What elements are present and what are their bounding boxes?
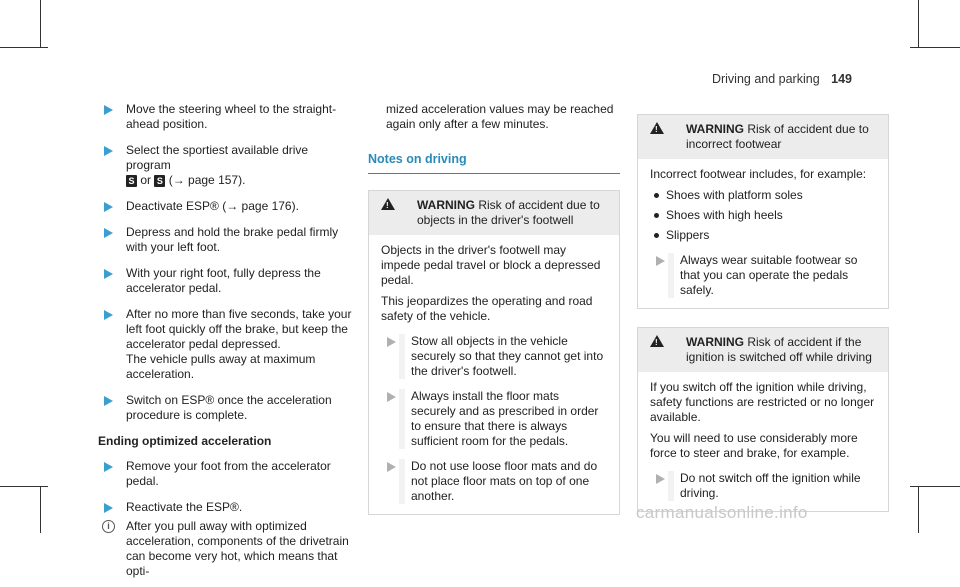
step-item xyxy=(98,500,353,515)
step-text: Deactivate ESP® (→ page 176). xyxy=(126,199,299,213)
list-item: Slippers xyxy=(650,228,876,243)
warning-paragraph: You will need to use considerably more force to steer and brake, for example. xyxy=(650,431,858,460)
step-item xyxy=(98,225,353,255)
step-item xyxy=(98,266,353,296)
warning-body xyxy=(638,159,888,308)
warning-label: WARNING xyxy=(686,335,744,349)
column-1 xyxy=(98,102,353,587)
step-result: The vehicle pulls away at maximum acceleration. xyxy=(126,352,316,381)
crop-mark xyxy=(0,47,48,48)
sport-button-icon: S xyxy=(154,175,165,187)
watermark: carmanualsonline.info xyxy=(636,503,808,522)
list-item: Shoes with platform soles xyxy=(650,188,876,203)
step-text: Depress and hold the brake pedal firmly with your left foot. xyxy=(126,225,339,254)
arrow-icon xyxy=(104,105,113,115)
step-item xyxy=(98,393,353,423)
arrow-icon xyxy=(104,503,113,513)
warning-body xyxy=(638,372,888,511)
crop-mark xyxy=(40,486,41,533)
arrow-icon xyxy=(387,392,396,402)
column-3 xyxy=(637,114,889,512)
subheading: Ending optimized acceleration xyxy=(98,434,272,448)
warning-box xyxy=(637,114,889,309)
warning-header: ! WARNING Risk of accident if the ignition is switched off while driving xyxy=(638,328,888,372)
warning-step xyxy=(650,253,876,298)
arrow-icon xyxy=(104,462,113,472)
crop-mark xyxy=(918,0,919,48)
warning-title: Risk of accident if the ignition is switched off while driving xyxy=(686,335,872,364)
warning-paragraph: Incorrect footwear includes, for example: xyxy=(650,167,867,181)
step-item xyxy=(98,199,353,214)
step-text: Do not use loose floor mats and do not place floor mats on top of one another. xyxy=(411,459,598,503)
warning-step xyxy=(381,334,607,379)
arrow-icon xyxy=(104,310,113,320)
page-number: 149 xyxy=(831,72,852,86)
arrow-icon xyxy=(656,474,665,484)
info-note xyxy=(98,519,353,579)
continuation-text: mized acceleration values may be reached again only after a few minutes. xyxy=(386,102,614,131)
arrow-icon xyxy=(387,337,396,347)
step-text: Always install the floor mats securely and as prescribed in order to ensure that there is always sufficient room for the pedals. xyxy=(411,389,599,448)
warning-paragraph: This jeopardizes the operating and road safety of the vehicle. xyxy=(381,294,593,323)
warning-box xyxy=(368,190,620,515)
or-text: or xyxy=(140,173,152,187)
info-icon: i xyxy=(102,520,115,533)
step-item xyxy=(98,143,353,188)
step-item xyxy=(98,307,353,382)
step-text: Reactivate the ESP®. xyxy=(126,500,243,514)
arrow-icon xyxy=(104,146,113,156)
arrow-icon xyxy=(656,256,665,266)
warning-title: Risk of accident due to incorrect footwear xyxy=(686,122,869,151)
arrow-icon xyxy=(104,202,113,212)
page-ref: (→ page 157). xyxy=(168,173,246,187)
section-title: Notes on driving xyxy=(368,152,620,174)
warning-paragraph: If you switch off the ignition while driving, safety functions are restricted or no longer available. xyxy=(650,380,875,424)
arrow-icon xyxy=(104,269,113,279)
step-text: Switch on ESP® once the acceleration procedure is complete. xyxy=(126,393,332,422)
page-header xyxy=(712,72,852,87)
step-text: Always wear suitable footwear so that you can operate the pedals safely. xyxy=(680,253,858,297)
warning-label: WARNING xyxy=(686,122,744,136)
arrow-icon xyxy=(387,462,396,472)
crop-mark xyxy=(0,486,48,487)
step-text: With your right foot, fully depress the accelerator pedal. xyxy=(126,266,321,295)
warning-step xyxy=(650,471,876,501)
warning-label: WARNING xyxy=(417,198,475,212)
step-text: Do not switch off the ignition while driving. xyxy=(680,471,861,500)
arrow-icon xyxy=(104,396,113,406)
warning-paragraph: Objects in the driver's footwell may impede pedal travel or block a depressed pedal. xyxy=(381,243,601,287)
warning-box xyxy=(637,327,889,512)
warning-header: ! WARNING Risk of accident due to incorrect footwear xyxy=(638,115,888,159)
warning-header: ! WARNING Risk of accident due to objects in the driver's footwell xyxy=(369,191,619,235)
step-item xyxy=(98,459,353,489)
step-text: Move the steering wheel to the straight-ahead position. xyxy=(126,102,337,131)
step-text: Stow all objects in the vehicle securely so that they cannot get into the driver's footwell. xyxy=(411,334,604,378)
crop-mark xyxy=(910,486,960,487)
step-item xyxy=(98,102,353,132)
warning-step xyxy=(381,389,607,449)
step-text: After no more than five seconds, take your left foot quickly off the brake, but keep the accelerator pedal depressed. xyxy=(126,307,352,351)
step-text: Select the sportiest available drive program xyxy=(126,143,309,172)
warning-title: Risk of accident due to objects in the driver's footwell xyxy=(417,198,600,227)
crop-mark xyxy=(910,47,960,48)
sport-button-icon: S xyxy=(126,175,137,187)
warning-step xyxy=(381,459,607,504)
arrow-icon xyxy=(104,228,113,238)
list-item: Shoes with high heels xyxy=(650,208,876,223)
column-2 xyxy=(368,102,620,515)
crop-mark xyxy=(918,486,919,533)
step-text: Remove your foot from the accelerator pedal. xyxy=(126,459,331,488)
warning-body xyxy=(369,235,619,514)
crop-mark xyxy=(40,0,41,48)
note-text: After you pull away with optimized acceleration, components of the drivetrain can become very hot, which means that opti- xyxy=(126,519,349,578)
section-name: Driving and parking xyxy=(711,72,820,86)
